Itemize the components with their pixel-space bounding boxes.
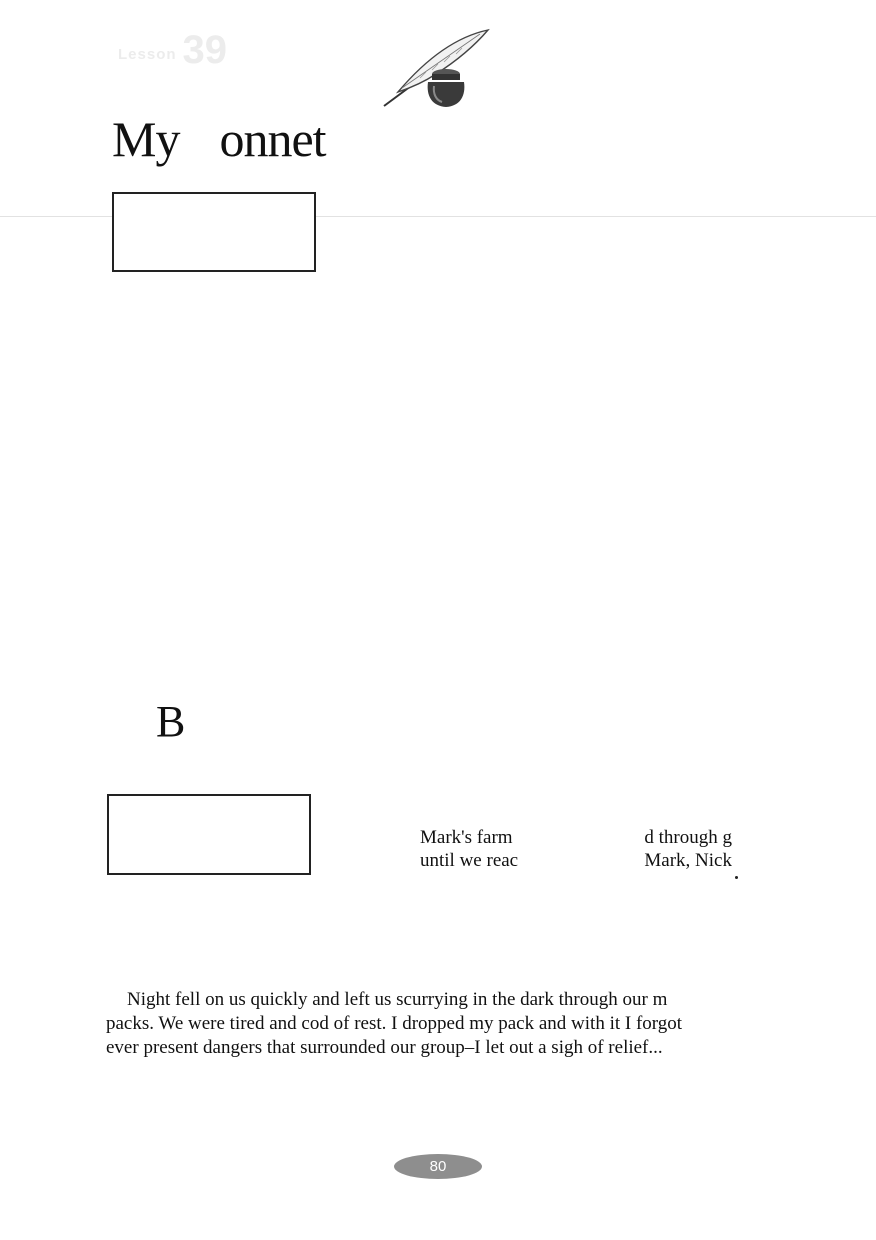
quill-and-inkwell-icon [380,26,492,110]
passage-line: ever present dangers that surrounded our group–I let out a sigh of relief... [106,1037,663,1058]
fragment-line: Mark, Nick [644,850,732,871]
answer-box-2[interactable] [107,794,311,875]
lesson-label: Lesson [118,46,177,63]
fragment-line: d through g [644,827,732,848]
story-fragment-right [600,826,732,872]
page-number: 80 [429,1158,447,1175]
lesson-number: 39 [182,28,228,72]
page-number-badge [394,1154,482,1179]
lesson-header [118,28,227,73]
story-fragment-left [420,826,518,872]
section-letter: B [156,697,186,746]
page-title [112,111,326,167]
stray-mark [735,876,738,879]
answer-box-1[interactable] [112,192,316,272]
fragment-line: Mark's farm [420,827,513,848]
title-word-1: My [112,111,180,167]
story-passage [106,988,756,1060]
passage-line: packs. We were tired and cod of rest. I dropped my pack and with it I forgot [106,1013,683,1034]
title-word-2: onnet [219,111,326,167]
fragment-line: until we reac [420,850,519,871]
passage-line: Night fell on us quickly and left us scurrying in the dark through our m [127,989,668,1010]
